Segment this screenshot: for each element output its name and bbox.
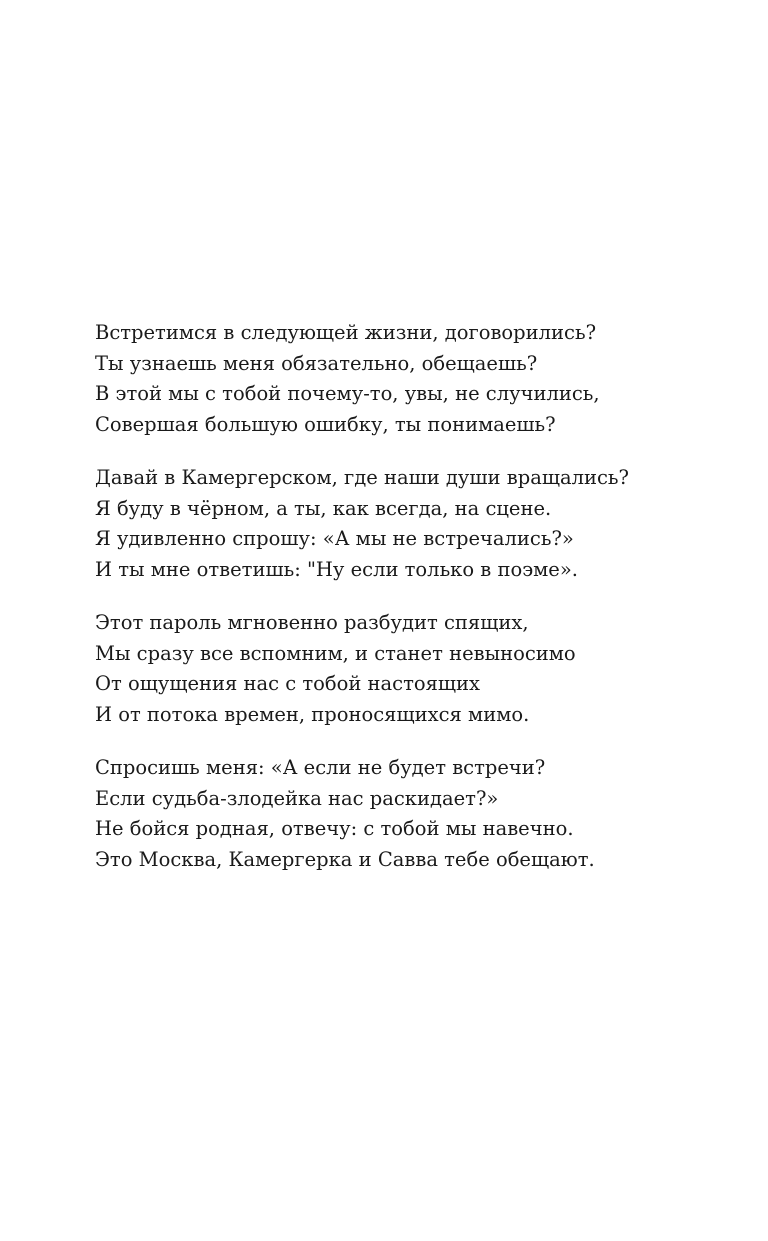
poem-line: В этой мы с тобой почему-то, увы, не случились, xyxy=(95,382,600,405)
poem-line: Спросишь меня: «А если не будет встречи? xyxy=(95,756,546,779)
stanza-4 xyxy=(95,753,735,875)
poem-line: Это Москва, Камергерка и Савва тебе обещают. xyxy=(95,847,595,871)
poem-line: Я буду в чёрном, а ты, как всегда, на сцене. xyxy=(95,496,552,520)
poem-line: Этот пароль мгновенно разбудит спящих, xyxy=(95,611,529,634)
poem-line: Если судьба-злодейка нас раскидает?» xyxy=(95,786,499,810)
poem-line: Ты узнаешь меня обязательно, обещаешь? xyxy=(95,351,538,375)
poem-line: Мы сразу все вспомним, и станет невыносимо xyxy=(95,641,576,665)
stanza-3 xyxy=(95,608,735,730)
poem-line: Совершая большую ошибку, ты понимаешь? xyxy=(95,412,556,436)
poem-line: От ощущения нас с тобой настоящих xyxy=(95,672,481,695)
poem-line: Встретимся в следующей жизни, договорились? xyxy=(95,321,597,344)
stanza-1 xyxy=(95,318,735,440)
poem-line: Я удивленно спрошу: «А мы не встречались?» xyxy=(95,527,574,550)
poem-line: И от потока времен, проносящихся мимо. xyxy=(95,702,530,726)
poem-line: Не бойся родная, отвечу: с тобой мы навечно. xyxy=(95,817,574,840)
poem xyxy=(95,318,735,875)
stanza-2 xyxy=(95,463,735,585)
poem-line: И ты мне ответишь: "Ну если только в поэме». xyxy=(95,557,578,581)
poem-line: Давай в Камергерском, где наши души вращались? xyxy=(95,466,629,489)
